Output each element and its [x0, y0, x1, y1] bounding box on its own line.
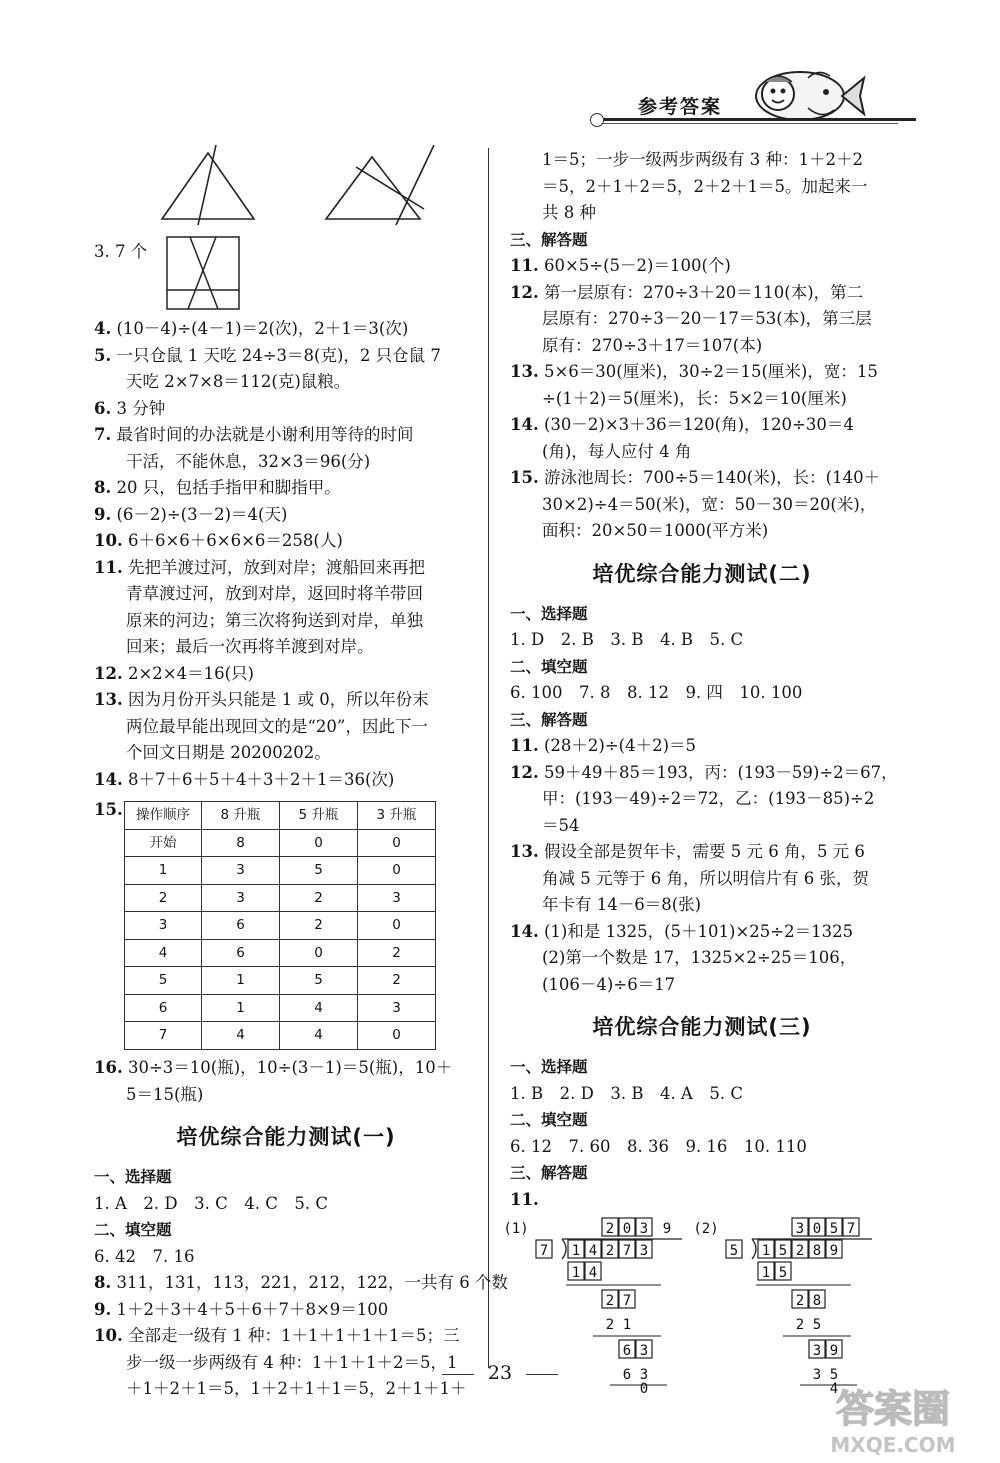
answer-line [94, 555, 478, 582]
answer-text: (106－4)÷6＝17 [542, 974, 676, 994]
answer-text: 2×2×4＝16(只) [127, 663, 254, 683]
answer-text: (角)，每人应付 4 角 [542, 441, 692, 461]
answer-text: 最省时间的办法就是小谢利用等待的时间 [116, 425, 414, 444]
section-heading: 一、选择题 [510, 604, 588, 623]
section-heading: 二、填空题 [510, 657, 588, 676]
table-cell: 4 [280, 994, 358, 1022]
answer-line [510, 919, 894, 946]
answer-text: 5×6＝30(厘米)，30÷2＝15(厘米)，宽：15 [543, 362, 878, 381]
question-number: 5. [94, 345, 112, 365]
answer-text: 层原有：270÷3－20－17＝53(本)，第三层 [542, 309, 872, 328]
table-cell: 5 [280, 967, 358, 995]
answer-text: 6＋6×6＋6×6×6＝258(人) [127, 531, 343, 550]
final-remainder: 0 [639, 1381, 649, 1397]
table-row [125, 857, 436, 885]
answer-line [510, 733, 894, 760]
rectangle-figure [166, 236, 240, 312]
answer-text: 假设全部是贺年卡，需要 5 元 6 角，5 元 6 [543, 842, 865, 861]
answer-text: 60×5÷(5－2)＝100(个) [543, 256, 731, 275]
header-rule-thin [598, 123, 898, 124]
table-body [125, 829, 436, 1049]
answer-line [510, 786, 894, 813]
answer-line [94, 1055, 478, 1082]
answer-line [510, 280, 894, 307]
question-number: 6. [94, 398, 112, 418]
dividend-digit: 2 [795, 1243, 805, 1259]
answer-text: 5＝15(瓶) [126, 1084, 204, 1104]
table-cell: 5 [125, 967, 202, 995]
answer-text: 全部走一级有 1 种：1＋1＋1＋1＋1＝5；三 [127, 1326, 460, 1345]
question-number: 11. [510, 1189, 539, 1209]
divisor-digit: 7 [539, 1243, 549, 1259]
section-heading: 三、解答题 [510, 1164, 588, 1182]
table-cell: 1 [202, 967, 280, 995]
table-cell: 6 [202, 939, 280, 967]
table-cell: 1 [125, 857, 202, 885]
table-row [125, 829, 436, 857]
answer-line [510, 1081, 894, 1108]
remainder-digit: 2 [605, 1293, 615, 1309]
answer-text: 年卡有 14－6＝8(张) [542, 895, 702, 914]
table-cell: 0 [280, 829, 358, 857]
answer-text: 一只仓鼠 1 天吃 24÷3＝8(克)，2 只仓鼠 7 [116, 345, 441, 365]
watermark-logo [818, 1380, 968, 1460]
answer-line [510, 174, 894, 201]
answer-line [510, 1187, 894, 1214]
answer-text: 1. D 2. B 3. B 4. B 5. C [510, 630, 744, 649]
answer-line [94, 661, 478, 688]
dividend-digit: 5 [778, 1243, 788, 1259]
bottle-table [124, 801, 436, 1050]
column-divider [488, 148, 489, 1368]
answer-line [510, 627, 894, 654]
table-header-cell: 操作顺序 [125, 802, 202, 830]
table-cell: 0 [358, 857, 436, 885]
answer-text: 8＋7＋6＋5＋4＋3＋2＋1＝36(次) [127, 769, 395, 789]
header-ornament-icon [590, 113, 604, 127]
table-cell: 3 [358, 994, 436, 1022]
triangle-right [326, 145, 434, 225]
dividend-digit: 8 [812, 1243, 822, 1259]
quotient-digit: 3 [639, 1221, 649, 1237]
answer-text: 共 8 种 [542, 203, 596, 222]
answer-line [94, 581, 478, 608]
answer-line [94, 1297, 478, 1324]
table-cell: 1 [202, 994, 280, 1022]
question-number: 4. [94, 319, 112, 338]
remainder-digit: 9 [829, 1343, 839, 1359]
header-rule [598, 118, 916, 121]
quotient-digit: 3 [795, 1221, 805, 1237]
page-number-text: 23 [487, 1362, 513, 1384]
answer-line [510, 465, 894, 492]
table-header-cell: 8 升瓶 [202, 802, 280, 830]
answer-text: 6. 100 7. 8 8. 12 9. 四 10. 100 [510, 683, 803, 702]
question-number: 12. [510, 282, 539, 302]
answer-text: (10－4)÷(4－1)＝2(次)，2＋1＝3(次) [116, 319, 409, 338]
answer-line [94, 475, 478, 502]
table-header-cell: 5 升瓶 [280, 802, 358, 830]
section-heading: 一、选择题 [94, 1168, 172, 1186]
answer-line [510, 839, 894, 866]
answer-text: 步一级一步两级有 4 种：1＋1＋1＋2＝5，1 [126, 1352, 458, 1372]
dividend-digit: 9 [829, 1243, 839, 1259]
test2-title: 培优综合能力测试(二) [592, 561, 812, 586]
answer-line [510, 760, 898, 787]
page-dash-right [526, 1374, 558, 1375]
answer-line [94, 1323, 478, 1350]
answer-text: 游泳池周长：700÷5＝140(米)，长：(140＋ [543, 468, 881, 487]
answer-text: ＝5，2＋1＋2＝5，2＋2＋1＝5。加起来一 [542, 176, 868, 196]
answer-line [510, 1134, 894, 1161]
answer-line [510, 359, 894, 386]
question-number: 11. [510, 736, 539, 755]
division-bracket [752, 1239, 756, 1259]
left-answers-a [94, 316, 478, 793]
answer-text: 甲：(193－49)÷2＝72，乙：(193－85)÷2 [542, 789, 875, 808]
quotient-note: 9 [662, 1221, 672, 1237]
test1-title: 培优综合能力测试(一) [176, 1125, 396, 1149]
answer-line [510, 866, 894, 893]
answer-text: 1＋2＋3＋4＋5＋6＋7＋8×9＝100 [116, 1299, 389, 1319]
answer-text: 原有：270÷3＋17＝107(本) [542, 335, 763, 355]
answer-line [94, 714, 478, 741]
table-cell: 0 [280, 939, 358, 967]
answer-text: ＋1＋2＋1＝5，1＋2＋1＋1＝5，2＋1＋1＋ [126, 1379, 467, 1398]
answer-text: 先把羊渡过河，放到对岸；渡船回来再把 [127, 557, 425, 577]
table-cell: 2 [125, 884, 202, 912]
answer-line [510, 439, 894, 466]
page-dash-left [442, 1374, 474, 1375]
question-number: 14. [510, 921, 539, 941]
answer-text: 3 分钟 [116, 398, 166, 418]
answer-text: (28＋2)÷(4＋2)＝5 [543, 736, 697, 755]
right-answers-b [510, 601, 898, 999]
answer-line [510, 147, 894, 174]
answer-text: 因为月份开头只能是 1 或 0，所以年份末 [127, 690, 429, 709]
answer-line [94, 343, 478, 370]
answer-text: (6－2)÷(3－2)＝4(天) [116, 504, 288, 524]
table-row [125, 912, 436, 940]
table-cell: 0 [358, 912, 436, 940]
table-row [125, 939, 436, 967]
answer-line [94, 449, 478, 476]
division-bracket [562, 1239, 566, 1259]
question-number: 13. [510, 842, 539, 861]
subtract-digit: 1 [761, 1265, 771, 1281]
watermark-text: 答案圈 [835, 1387, 951, 1431]
section-heading: 三、解答题 [510, 710, 588, 729]
table-cell: 0 [358, 1022, 436, 1050]
question-number: 8. [94, 1273, 112, 1292]
answer-text: (1)和是 1325，(5＋101)×25÷2＝1325 [543, 921, 854, 941]
left-answers-b [94, 1055, 478, 1108]
table-cell: 4 [202, 1022, 280, 1050]
dividend-digit: 7 [622, 1243, 632, 1259]
quotient-digit: 5 [829, 1221, 839, 1237]
question-number: 15. [510, 468, 539, 487]
table-cell: 8 [202, 829, 280, 857]
answer-line [94, 396, 478, 423]
table-cell: 7 [125, 1022, 202, 1050]
question-number: 12. [510, 762, 539, 782]
right-column [503, 147, 898, 1397]
answer-text: 回来；最后一次再将羊渡到对岸。 [126, 637, 374, 656]
answer-line [94, 1191, 478, 1218]
table-header-cell: 3 升瓶 [358, 802, 436, 830]
answer-line [510, 333, 894, 360]
answer-text: 30÷3＝10(瓶)，10÷(3－1)＝5(瓶)，10＋ [127, 1058, 453, 1077]
answer-text: (30－2)×3＋36＝120(角)，120÷30＝4 [543, 415, 854, 434]
remainder-digit: 6 [622, 1343, 632, 1359]
question-number: 7. [94, 425, 112, 444]
answer-text: 干活，不能休息，32×3＝96(分) [126, 451, 371, 471]
answer-line [94, 316, 478, 343]
section-heading: 三、解答题 [510, 230, 588, 249]
header-title: 参考答案 [638, 96, 723, 118]
table-cell: 3 [358, 884, 436, 912]
answer-line [94, 528, 478, 555]
question-number: 12. [94, 663, 123, 683]
question-number: 9. [94, 504, 112, 524]
answer-line [94, 687, 478, 714]
question-number: 14. [94, 769, 123, 789]
subtract-digit: 3 [812, 1367, 822, 1383]
answer-text: 个回文日期是 20200202。 [126, 743, 331, 762]
dividend-digit: 1 [571, 1243, 581, 1259]
question-number: 14. [510, 415, 539, 434]
dividend-digit: 3 [639, 1243, 649, 1259]
right-answers-c [510, 1054, 894, 1213]
table-cell: 2 [358, 939, 436, 967]
answer-line [510, 518, 894, 545]
question-number: 10. [94, 1326, 123, 1345]
table-cell: 3 [202, 884, 280, 912]
question-number: 9. [94, 1299, 112, 1319]
table-cell: 0 [358, 829, 436, 857]
answer-line [510, 306, 894, 333]
answer-line [94, 634, 478, 661]
answer-text: 1＝5；一步一级两步两级有 3 种：1＋2＋2 [542, 150, 863, 169]
answer-line [510, 412, 894, 439]
question-number: 13. [510, 362, 539, 381]
table-row [125, 967, 436, 995]
answer-line [94, 740, 478, 767]
final-remainder: 4 [829, 1381, 839, 1397]
test3-title: 培优综合能力测试(三) [592, 1015, 812, 1039]
table-cell: 4 [125, 939, 202, 967]
answer-text: 6. 12 7. 60 8. 36 9. 16 10. 110 [510, 1136, 807, 1156]
question-number: 11. [94, 557, 123, 577]
subtract-digit: 5 [829, 1367, 839, 1383]
dividend-digit: 1 [761, 1243, 771, 1259]
subtract-digit: 2 [605, 1317, 615, 1333]
answer-text: 原来的河边；第三次将狗送到对岸，单独 [126, 610, 423, 630]
table-cell: 3 [125, 912, 202, 940]
answer-line [510, 892, 894, 919]
answer-text: (2)第一个数是 17，1325×2÷25＝106， [542, 948, 857, 967]
answer-text: 20 只，包括手指甲和脚指甲。 [116, 478, 341, 497]
table-cell: 2 [280, 912, 358, 940]
answer-line [510, 253, 894, 280]
table-row [125, 994, 436, 1022]
answer-text: 角减 5 元等于 6 角，所以明信片有 6 张，贺 [542, 868, 869, 888]
table-row [125, 1022, 436, 1050]
table-row [125, 884, 436, 912]
answer-line [94, 608, 478, 635]
right-answers-a [510, 147, 894, 545]
answer-line [510, 680, 894, 707]
answer-text: 面积：20×50＝1000(平方米) [542, 521, 769, 540]
section-heading: 二、填空题 [510, 1111, 588, 1129]
subtract-digit: 4 [588, 1265, 598, 1281]
answer-text: 1. B 2. D 3. B 4. A 5. C [510, 1083, 743, 1103]
watermark-url: MXQE.COM [830, 1433, 956, 1457]
answer-text: 6. 42 7. 16 [94, 1246, 195, 1266]
table-cell: 3 [202, 857, 280, 885]
dividend-digit: 4 [588, 1243, 598, 1259]
answer-text: 311，131，113，221，212，122，一共有 6 个数 [116, 1273, 508, 1292]
remainder-digit: 2 [795, 1293, 805, 1309]
table-cell: 4 [280, 1022, 358, 1050]
table-cell: 2 [280, 884, 358, 912]
answer-line [510, 492, 894, 519]
remainder-digit: 8 [812, 1293, 822, 1309]
divisor-digit: 5 [729, 1243, 739, 1259]
answer-text: 第一层原有：270÷3＋20＝110(本)，第二 [543, 282, 864, 302]
answer-line [510, 200, 894, 227]
quotient-digit: 7 [846, 1221, 856, 1237]
table-cell: 6 [202, 912, 280, 940]
question-number: 16. [94, 1058, 123, 1077]
division-label: (1) [503, 1221, 529, 1237]
subtract-digit: 5 [778, 1265, 788, 1281]
triangle-left [162, 145, 254, 225]
subtract-digit: 2 [795, 1317, 805, 1333]
table-cell: 2 [358, 967, 436, 995]
table-cell: 开始 [125, 829, 202, 857]
answer-line [94, 1244, 478, 1271]
q15-label: 15. [94, 800, 123, 819]
answer-line [94, 369, 478, 396]
remainder-digit: 3 [812, 1343, 822, 1359]
section-heading: 一、选择题 [510, 1058, 588, 1076]
answer-text: 1. A 2. D 3. C 4. C 5. C [94, 1193, 328, 1213]
quotient-digit: 2 [605, 1221, 615, 1237]
table-cell: 6 [125, 994, 202, 1022]
remainder-digit: 7 [622, 1293, 632, 1309]
answer-line [94, 767, 478, 794]
question-number: 13. [94, 690, 123, 709]
answer-text: ÷(1＋2)＝5(厘米)，长：5×2＝10(厘米) [542, 388, 847, 408]
subtract-digit: 5 [812, 1317, 822, 1333]
triangle-figures [150, 145, 450, 225]
answer-text: 30×2)÷4＝50(米)，宽：50－30＝20(米)， [542, 494, 877, 514]
answer-text: ＝54 [542, 815, 580, 835]
subtract-digit: 1 [622, 1317, 632, 1333]
dividend-digit: 2 [605, 1243, 615, 1259]
division-label: (2) [693, 1221, 719, 1237]
q3-label: 3. 7 个 [94, 242, 148, 261]
subtract-digit: 6 [622, 1367, 632, 1383]
question-number: 8. [94, 478, 112, 497]
answer-text: 59＋49＋85＝193，丙：(193－59)÷2＝67， [543, 762, 898, 782]
answer-line [94, 1082, 478, 1109]
answer-line [510, 972, 894, 999]
left-column [94, 316, 508, 1403]
subtract-digit: 1 [571, 1265, 581, 1281]
answer-text: 天吃 2×7×8＝112(克)鼠粮。 [126, 372, 351, 391]
q15-block [94, 793, 478, 1055]
table-cell: 5 [280, 857, 358, 885]
answer-text: 青草渡过河，放到对岸，返回时将羊带回 [126, 584, 423, 603]
section-heading: 二、填空题 [94, 1221, 172, 1239]
question-number: 11. [510, 256, 539, 275]
table-header-row [125, 802, 436, 830]
answer-line [510, 945, 894, 972]
answer-line [94, 422, 478, 449]
remainder-digit: 3 [639, 1343, 649, 1359]
answer-line [510, 386, 894, 413]
answer-line [510, 813, 894, 840]
quotient-digit: 0 [622, 1221, 632, 1237]
answer-text: 两位最早能出现回文的是“20”，因此下一 [126, 716, 428, 736]
question-number: 10. [94, 531, 123, 550]
answer-line [94, 502, 478, 529]
answer-line [94, 1270, 508, 1297]
subtract-digit: 3 [639, 1367, 649, 1383]
quotient-digit: 0 [812, 1221, 822, 1237]
